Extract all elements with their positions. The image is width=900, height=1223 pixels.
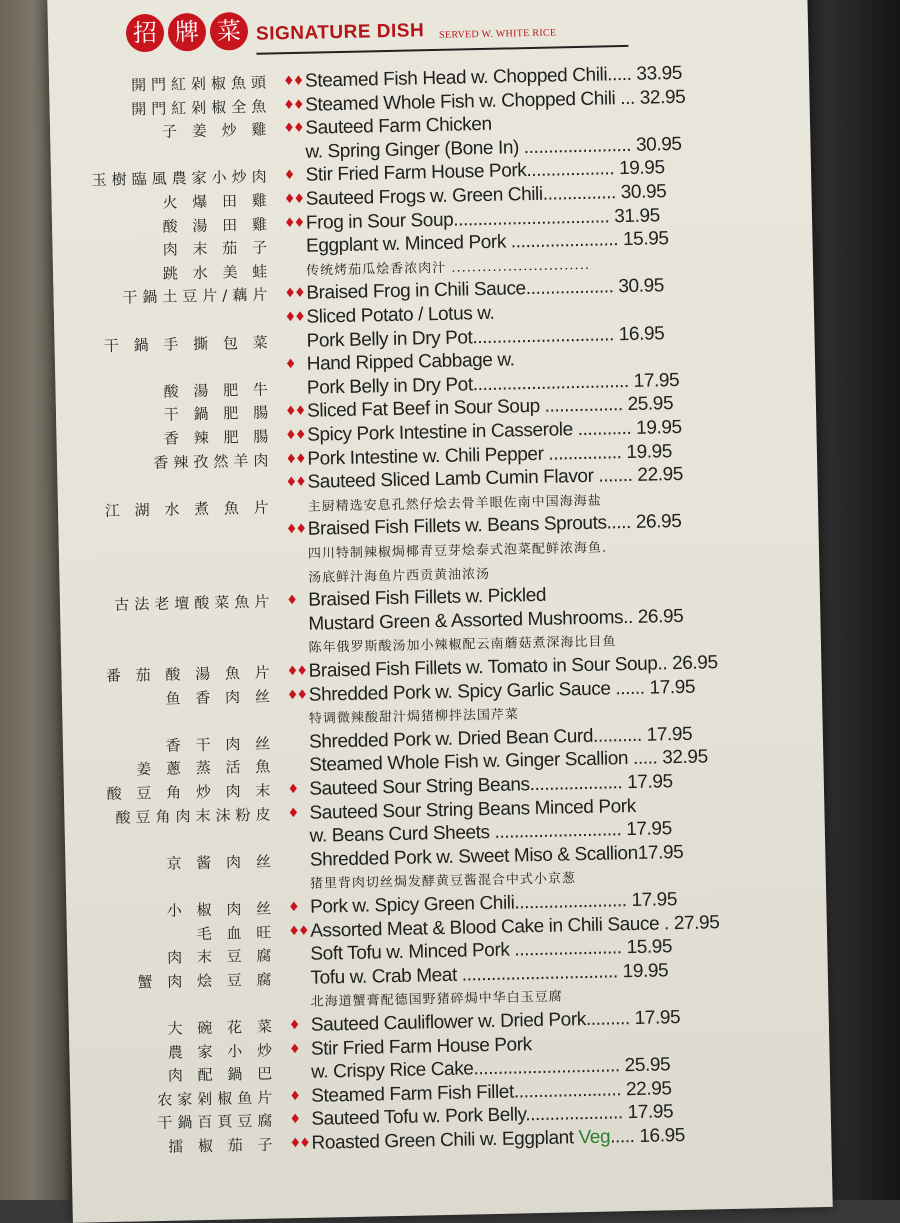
dish-chinese-name: 肉 末 豆 腐	[166, 946, 277, 967]
dish-chinese-name: 蟹 肉 烩 豆 腐	[137, 970, 277, 992]
chili-pepper-icon: ♦	[286, 593, 297, 609]
dish-chinese-name: 跳 水 美 蛙	[162, 262, 273, 283]
section-header	[126, 14, 557, 66]
chili-pepper-icon: ♦♦	[283, 120, 303, 137]
chili-pepper-icon: ♦♦	[284, 309, 304, 326]
chili-pepper-icon: ♦♦	[285, 474, 305, 491]
dish-text: Stir Fried Farm House Pork	[310, 1033, 532, 1060]
dish-text: Steamed Whole Fish w. Ginger Scallion ..... 32.95	[309, 746, 708, 777]
dish-text: Eggplant w. Minced Pork ...................... 15.95	[305, 228, 669, 257]
dish-text: Pork Belly in Dry Pot................................ 17.95	[306, 369, 680, 399]
dish-chinese-name: 香 干 肉 丝	[165, 734, 276, 755]
dish-text: Steamed Fish Head w. Chopped Chili..... 33.95	[304, 62, 683, 92]
chili-pepper-icon: ♦♦	[285, 451, 305, 467]
dish-text: Braised Fish Fillets w. Beans Sprouts..... 26.95	[307, 511, 682, 541]
dish-english-name	[308, 585, 546, 612]
dish-text: Pork Intestine w. Chili Pepper ............... 19.95	[307, 440, 673, 470]
dish-text: Soft Tofu w. Minced Pork ...................... 15.95	[310, 936, 673, 965]
dish-text: Sliced Potato / Lotus w.	[306, 302, 495, 328]
seal-char-3: 菜	[210, 12, 249, 51]
menu-page	[47, 0, 832, 1223]
dish-chinese-name: 香 辣 肥 腸	[163, 427, 274, 448]
dish-text: Mustard Green & Assorted Mushrooms.. 26.95	[308, 605, 684, 635]
chili-pepper-icon: ♦♦	[286, 663, 307, 680]
dish-chinese-name: 酸 湯 肥 牛	[163, 380, 274, 401]
dish-text: Roasted Green Chili w. Eggplant	[311, 1127, 579, 1154]
dish-chinese-name: 大 碗 花 菜	[167, 1017, 278, 1038]
chili-pepper-icon: ♦♦	[289, 1135, 310, 1152]
dish-english-name	[305, 114, 492, 140]
section-subtitle: SERVED W. WHITE RICE	[439, 27, 557, 41]
dish-description	[308, 566, 490, 588]
dish-text: 四川特制辣椒焗椰青豆芽烩泰式泡菜配鲜浓海鱼.	[307, 540, 608, 562]
dish-price: ..... 16.95	[609, 1124, 686, 1148]
dish-text: 主厨精选安息孔然仔烩去骨羊眼佐南中国海海盐	[307, 493, 602, 515]
dish-chinese-name: 擂 椒 茄 子	[168, 1135, 278, 1156]
chili-pepper-icon: ♦	[289, 1088, 300, 1105]
dish-text: Steamed Whole Fish w. Chopped Chili ... 32.95	[304, 86, 686, 116]
dish-chinese-name: 農 家 小 炒	[167, 1041, 278, 1062]
dish-chinese-name: 酸豆角肉末沫粉皮	[115, 805, 276, 827]
dish-text: Braised Fish Fillets w. Pickled	[308, 584, 547, 611]
dish-text: Sauteed Frogs w. Green Chili............... 30.95	[305, 181, 667, 210]
dish-chinese-name: 香辣孜然羊肉	[153, 451, 274, 472]
dish-chinese-name: 酸 豆 角 炒 肉 末	[106, 781, 276, 804]
dish-english-name	[311, 1034, 532, 1061]
dish-text: Hand Ripped Cabbage w.	[306, 349, 515, 375]
dish-text: Sauteed Cauliflower w. Dried Pork......... 17.95	[310, 1007, 681, 1036]
chili-pepper-icon: ♦♦	[283, 215, 304, 231]
chili-pepper-icon: ♦♦	[288, 923, 308, 939]
dish-text: Sauteed Sour String Beans................... 17.95	[309, 771, 673, 800]
dish-text: w. Spring Ginger (Bone In) ...................... 30.95	[305, 133, 682, 163]
chili-pepper-icon: ♦	[287, 782, 298, 798]
chili-pepper-icon: ♦♦	[283, 191, 304, 208]
dish-text: 北海道蟹膏配德国野猪碎焗中华白玉豆腐	[310, 989, 563, 1011]
dish-description	[306, 257, 590, 281]
dish-text: Shredded Pork w. Dried Bean Curd.......... 17.95	[308, 723, 693, 753]
dish-chinese-name: 小 椒 肉 丝	[166, 899, 277, 920]
dish-text: Sliced Fat Beef in Sour Soup ................ 25.95	[306, 393, 674, 423]
dish-chinese-name: 干 鍋 手 撕 包 菜	[103, 333, 273, 355]
dish-chinese-name: 干 鍋 肥 腸	[163, 403, 274, 425]
dish-text: w. Crispy Rice Cake.............................. 25.95	[310, 1054, 671, 1083]
dish-text: Tofu w. Crab Meat ................................ 19.95	[310, 960, 669, 989]
dish-english-name	[306, 303, 494, 329]
chili-pepper-icon: ♦	[283, 168, 294, 184]
dish-chinese-name: 火 爆 田 雞	[162, 191, 272, 212]
dish-english-name	[307, 350, 515, 376]
chili-pepper-icon: ♦	[287, 805, 298, 821]
dish-chinese-name: 古法老壇酸菜魚片	[114, 592, 275, 615]
dish-text: Frog in Sour Soup................................ 31.95	[305, 204, 661, 234]
dish-text: Spicy Pork Intestine in Casserole ........... 19.95	[306, 416, 682, 446]
dish-chinese-name: 酸 湯 田 雞	[162, 215, 273, 236]
dish-chinese-name: 玉樹臨風農家小炒肉	[91, 167, 272, 190]
dish-text: Sauteed Sliced Lamb Cumin Flavor ....... 22.95	[307, 464, 684, 493]
dish-chinese-name: 肉 配 鍋 巴	[167, 1064, 278, 1085]
dish-chinese-name: 子 姜 炒 雞	[161, 120, 272, 141]
chili-pepper-icon: ♦	[288, 1041, 299, 1057]
dish-description	[311, 989, 563, 1012]
dish-text: Assorted Meat & Blood Cake in Chili Sauce . 27.95	[310, 911, 720, 942]
chili-pepper-icon: ♦	[288, 1018, 299, 1034]
dish-text: Braised Frog in Chili Sauce.................. 30.95	[306, 275, 665, 305]
dish-text: Steamed Farm Fish Fillet...................... 22.95	[311, 1078, 672, 1107]
dish-text: 特调微辣酸甜汁焗猪柳拌法国芹菜	[308, 707, 520, 727]
chili-pepper-icon: ♦♦	[285, 427, 305, 444]
dish-chinese-name: 干鍋百頁豆腐	[157, 1111, 278, 1133]
dish-chinese-name: 干鍋土豆片/藕片	[122, 285, 273, 307]
chili-pepper-icon: ♦♦	[282, 73, 303, 90]
veg-label: Veg	[578, 1126, 611, 1149]
dish-text: Shredded Pork w. Spicy Garlic Sauce ...... 17.95	[308, 676, 696, 706]
chili-pepper-icon: ♦	[284, 357, 295, 373]
dish-text: Sauteed Tofu w. Pork Belly.................... 17.95	[311, 1101, 674, 1131]
chili-pepper-icon: ♦♦	[284, 404, 305, 420]
dish-description	[309, 707, 519, 729]
chili-pepper-icon: ♦♦	[284, 286, 304, 302]
dish-chinese-name: 肉 末 茄 子	[162, 238, 273, 259]
dish-chinese-name: 開門紅剁椒全魚	[131, 97, 272, 118]
dish-text: Braised Fish Fillets w. Tomato in Sour Soup.. 26.95	[308, 652, 718, 682]
chili-pepper-icon: ♦♦	[286, 687, 307, 703]
dish-chinese-name: 鱼 香 肉 丝	[165, 687, 276, 708]
chili-pepper-icon: ♦♦	[283, 97, 303, 113]
section-title: SIGNATURE DISH	[255, 20, 425, 45]
dish-text: w. Beans Curd Sheets .......................... 17.95	[309, 818, 672, 847]
dish-text: Sauteed Farm Chicken	[305, 114, 492, 139]
dish-chinese-name: 京 酱 肉 丝	[166, 852, 277, 873]
seal-char-2: 牌	[168, 13, 207, 52]
dish-chinese-name: 姜 蔥 蒸 活 魚	[136, 757, 276, 779]
dish-chinese-name: 农家剁椒鱼片	[157, 1088, 278, 1109]
dish-text: Shredded Pork w. Sweet Miso & Scallion17.95	[309, 841, 684, 871]
dish-chinese-name: 開門紅剁椒魚頭	[130, 73, 272, 95]
chili-pepper-icon: ♦♦	[285, 522, 306, 538]
dish-text: Stir Fried Farm House Pork.................. 19.95	[305, 157, 665, 187]
dish-chinese-name: 毛 血 旺	[196, 923, 277, 943]
dish-chinese-name: 番 茄 酸 湯 魚 片	[105, 663, 275, 686]
dish-text: Pork Belly in Dry Pot............................. 16.95	[306, 322, 665, 352]
chili-pepper-icon: ♦	[289, 1112, 300, 1128]
dish-text: 陈年俄罗斯酸汤加小辣椒配云南蘑菇煮深海比目鱼	[308, 634, 617, 657]
dish-text: Sauteed Sour String Beans Minced Pork	[309, 795, 637, 824]
chili-pepper-icon: ♦	[287, 900, 298, 916]
dish-text: 汤底鲜汁海鱼片西贡黄油浓汤	[307, 566, 491, 586]
dish-text: Pork w. Spicy Green Chili....................... 17.95	[309, 889, 678, 918]
seal-char-1: 招	[126, 14, 165, 53]
dish-text: 传统烤茄瓜烩香浓肉汁 ...........................	[306, 257, 591, 279]
dish-description	[310, 871, 576, 895]
dish-text: 猪里背肉切丝焗发酵黄豆酱混合中式小京葱	[309, 871, 577, 893]
header-divider	[256, 45, 628, 55]
dish-chinese-name: 江 湖 水 煮 魚 片	[104, 498, 274, 520]
